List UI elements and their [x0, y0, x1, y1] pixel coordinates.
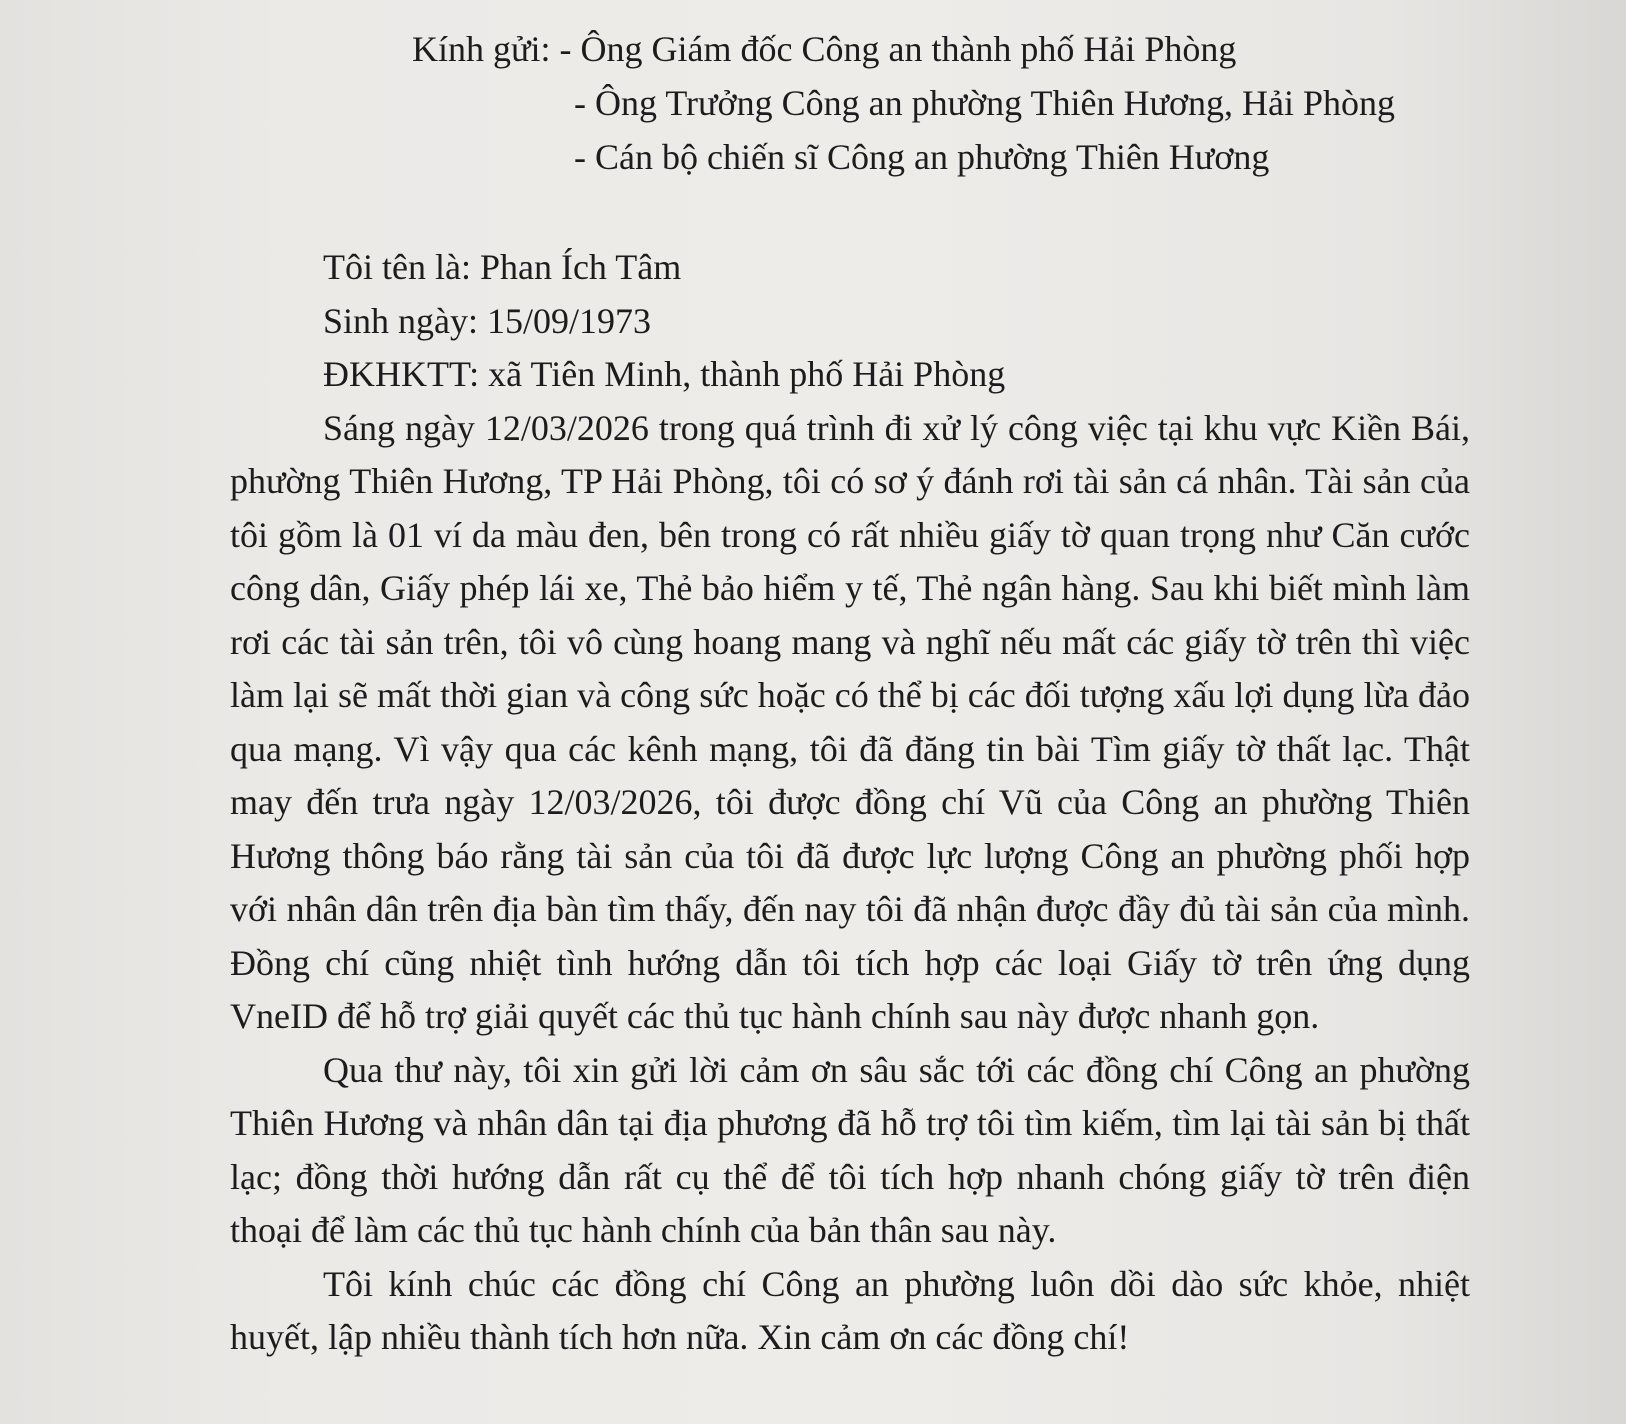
- paragraph-incident: Sáng ngày 12/03/2026 trong quá trình đi xử lý công việc tại khu vực Kiền Bái, phường Thiên Hương, TP Hải Phòng, tôi có sơ ý đánh rơi tài sản cá nhân. Tài sản của tôi gồm là 01 ví da màu đen, bên trong có rất nhiều giấy tờ quan trọng như Căn cước công dân, Giấy phép lái xe, Thẻ bảo hiểm y tế, Thẻ ngân hàng. Sau khi biết mình làm rơi các tài sản trên, tôi vô cùng hoang mang và nghĩ nếu mất các giấy tờ trên thì việc làm lại sẽ mất thời gian và công sức hoặc có thể bị các đối tượng xấu lợi dụng lừa đảo qua mạng. Vì vậy qua các kênh mạng, tôi đã đăng tin bài Tìm giấy tờ thất lạc. Thật may đến trưa ngày 12/03/2026, tôi được đồng chí Vũ của Công an phường Thiên Hương thông báo rằng tài sản của tôi đã được lực lượng Công an phường phối hợp với nhân dân trên địa bàn tìm thấy, đến nay tôi đã nhận được đầy đủ tài sản của mình. Đồng chí cũng nhiệt tình hướng dẫn tôi tích hợp các loại Giấy tờ trên ứng dụng VneID để hỗ trợ giải quyết các thủ tục hành chính sau này được nhanh gọn.: [230, 407, 1470, 1036]
- birth-line: Sinh ngày: 15/09/1973: [323, 300, 652, 341]
- paragraph-thanks: Qua thư này, tôi xin gửi lời cảm ơn sâu sắc tới các đồng chí Công an phường Thiên Hương và nhân dân tại địa phương đã hỗ trợ tôi tìm kiếm, tìm lại tài sản bị thất lạc; đồng thời hướng dẫn rất cụ thể để tôi tích hợp nhanh chóng giấy tờ trên điện thoại để làm các thủ tục hành chính của bản thân sau này.: [230, 1049, 1470, 1250]
- recipient-officers: - Cán bộ chiến sĩ Công an phường Thiên Hương: [574, 137, 1270, 177]
- greeting-label: Kính gửi:: [412, 29, 551, 69]
- recipient-line-1: [412, 22, 1395, 76]
- paragraph-wishes: Tôi kính chúc các đồng chí Công an phường luôn dồi dào sức khỏe, nhiệt huyết, lập nhiều thành tích hơn nữa. Xin cảm ơn các đồng chí!: [230, 1263, 1470, 1357]
- address-line: ĐKHKTT: xã Tiên Minh, thành phố Hải Phòng: [323, 354, 1006, 394]
- recipient-director: - Ông Giám đốc Công an thành phố Hải Phòng: [559, 29, 1237, 69]
- recipients-block: [412, 22, 1395, 184]
- name-line: Tôi tên là: Phan Ích Tâm: [323, 247, 682, 287]
- letter-body: [230, 241, 1470, 1365]
- recipient-chief: - Ông Trưởng Công an phường Thiên Hương, Hải Phòng: [574, 83, 1396, 123]
